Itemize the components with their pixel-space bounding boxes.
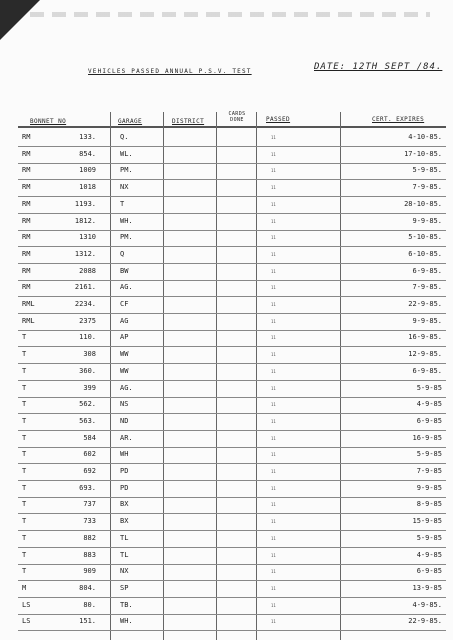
bonnet-prefix: T: [22, 333, 27, 342]
cert-expiry: 4-9-85: [416, 550, 442, 559]
passed-mark: 11: [271, 285, 276, 291]
passed-mark: 11: [271, 502, 276, 508]
bonnet-number: 1312.: [74, 249, 96, 258]
table-row: [0, 414, 453, 431]
bonnet-prefix: RM: [22, 183, 31, 192]
garage-code: Q.: [120, 133, 129, 141]
garage-code: NX: [120, 183, 129, 192]
garage-code: NX: [120, 567, 129, 576]
cert-expiry: 8-9-85: [416, 500, 442, 509]
cert-expiry: 5-9-85: [416, 533, 442, 542]
passed-mark: 11: [271, 402, 276, 408]
garage-code: Q: [120, 249, 125, 258]
bonnet-prefix: T: [22, 450, 27, 459]
table-row: [0, 548, 453, 565]
bonnet-number: 2088: [79, 266, 96, 275]
passed-mark: 11: [271, 569, 276, 575]
passed-mark: 11: [271, 302, 276, 307]
passed-mark: 11: [271, 352, 276, 358]
row-rule: [18, 630, 446, 631]
garage-code: CF: [120, 300, 129, 308]
bonnet-number: 1009: [79, 166, 96, 175]
passed-mark: 11: [271, 318, 276, 324]
header-garage: GARAGE: [118, 118, 143, 125]
cert-expiry: 6-9-85.: [412, 266, 442, 275]
bonnet-prefix: RM: [22, 233, 31, 242]
table-row: [0, 447, 453, 464]
garage-code: TL: [120, 550, 129, 559]
bonnet-number: 883: [83, 550, 96, 559]
cert-expiry: 4-9-85.: [412, 600, 442, 609]
cert-expiry: 16-9-85.: [408, 333, 442, 342]
header-rule: [18, 126, 446, 128]
bonnet-prefix: T: [22, 467, 27, 475]
bonnet-number: 2161.: [74, 283, 96, 292]
garage-code: AP: [120, 333, 129, 342]
passed-mark: 11: [271, 485, 276, 491]
bonnet-number: 399: [83, 383, 96, 392]
bonnet-prefix: RM: [22, 133, 31, 141]
table-row: [0, 214, 453, 231]
bonnet-number: 110.: [79, 333, 96, 342]
table-row: [0, 598, 453, 615]
garage-code: WW: [120, 366, 129, 375]
cert-expiry: 5-9-85: [416, 450, 442, 459]
table-row: [0, 464, 453, 481]
bonnet-prefix: T: [22, 350, 27, 359]
bonnet-number: 692: [83, 467, 96, 475]
cert-expiry: 22-9-85.: [408, 300, 442, 308]
scan-header-residue: [30, 12, 430, 17]
bonnet-number: 804.: [79, 583, 96, 592]
table-row: [0, 130, 453, 147]
bonnet-number: 563.: [79, 416, 96, 425]
garage-code: BX: [120, 517, 129, 526]
bonnet-prefix: T: [22, 483, 27, 492]
bonnet-number: 693.: [79, 483, 96, 492]
passed-mark: 11: [271, 435, 276, 441]
header-cert-expires: CERT. EXPIRES: [372, 116, 425, 123]
cert-expiry: 7-9-85: [416, 467, 442, 475]
table-row: [0, 180, 453, 197]
passed-mark: 11: [271, 619, 276, 625]
bonnet-number: 733: [83, 517, 96, 526]
garage-code: AG: [120, 316, 129, 325]
passed-mark: 11: [271, 368, 276, 374]
cert-expiry: 6-9-85.: [412, 366, 442, 375]
passed-mark: 11: [271, 535, 276, 541]
table-row: [0, 531, 453, 548]
bonnet-prefix: RM: [22, 216, 31, 225]
garage-code: AR.: [120, 433, 133, 442]
cert-expiry: 28-10-85.: [404, 199, 442, 208]
table-row: [0, 481, 453, 498]
bonnet-prefix: RM: [22, 166, 31, 175]
garage-code: WH: [120, 450, 129, 459]
garage-code: WH.: [120, 216, 133, 225]
table-row: [0, 247, 453, 264]
passed-mark: 11: [271, 469, 276, 474]
cert-expiry: 9-9-85.: [412, 316, 442, 325]
table-row: [0, 297, 453, 314]
bonnet-prefix: T: [22, 416, 27, 425]
garage-code: WL.: [120, 149, 133, 158]
table-row: [0, 497, 453, 514]
table-row: [0, 264, 453, 281]
garage-code: TL: [120, 533, 129, 542]
bonnet-prefix: RM: [22, 249, 31, 258]
header-cards-done: CARDS DONE: [228, 111, 246, 123]
bonnet-prefix: RM: [22, 199, 31, 208]
cert-expiry: 16-9-85: [412, 433, 442, 442]
garage-code: WH.: [120, 617, 133, 626]
bonnet-number: 584: [83, 433, 96, 442]
cert-expiry: 13-9-85: [412, 583, 442, 592]
garage-code: BX: [120, 500, 129, 509]
cert-expiry: 6-9-85: [416, 416, 442, 425]
cert-expiry: 22-9-85.: [408, 617, 442, 626]
bonnet-number: 1018: [79, 183, 96, 192]
bonnet-number: 151.: [79, 617, 96, 626]
bonnet-number: 562.: [79, 400, 96, 409]
passed-mark: 11: [271, 335, 276, 341]
table-row: [0, 431, 453, 448]
cert-expiry: 17-10-85.: [404, 149, 442, 158]
table-row: [0, 581, 453, 598]
cert-expiry: 12-9-85.: [408, 350, 442, 359]
cert-expiry: 9-9-85.: [412, 216, 442, 225]
header-district: DISTRICT: [172, 118, 205, 125]
bonnet-prefix: RM: [22, 283, 31, 292]
bonnet-prefix: T: [22, 517, 27, 526]
header-bonnet-no: BONNET NO: [30, 118, 67, 125]
table-row: [0, 197, 453, 214]
document-title: VEHICLES PASSED ANNUAL P.S.V. TEST: [88, 68, 252, 75]
passed-mark: 11: [271, 602, 276, 608]
bonnet-number: 737: [83, 500, 96, 509]
table-row: [0, 314, 453, 331]
garage-code: PM.: [120, 166, 133, 175]
garage-code: T: [120, 199, 125, 208]
bonnet-prefix: T: [22, 567, 27, 576]
passed-mark: 11: [271, 235, 276, 241]
passed-mark: 11: [271, 251, 276, 257]
bonnet-number: 1310: [79, 233, 96, 242]
bonnet-number: 360.: [79, 366, 96, 375]
bonnet-number: 602: [83, 450, 96, 459]
bonnet-number: 909: [83, 567, 96, 576]
bonnet-number: 2234.: [74, 300, 96, 308]
passed-mark: 11: [271, 552, 276, 558]
bonnet-prefix: T: [22, 433, 27, 442]
bonnet-prefix: T: [22, 533, 27, 542]
scan-corner-shadow: [0, 0, 40, 40]
document-date: DATE: 12TH SEPT /84.: [314, 62, 443, 72]
bonnet-prefix: RML: [22, 300, 35, 308]
table-row: [0, 514, 453, 531]
bonnet-prefix: T: [22, 550, 27, 559]
passed-mark: 11: [271, 452, 276, 458]
bonnet-prefix: RM: [22, 149, 31, 158]
cert-expiry: 4-9-85: [416, 400, 442, 409]
bonnet-prefix: RM: [22, 266, 31, 275]
cert-expiry: 9-9-85: [416, 483, 442, 492]
bonnet-number: 1812.: [74, 216, 96, 225]
garage-code: PD: [120, 483, 129, 492]
bonnet-prefix: T: [22, 400, 27, 409]
table-row: [0, 614, 453, 631]
garage-code: NS: [120, 400, 129, 409]
bonnet-prefix: LS: [22, 600, 31, 609]
table-row: [0, 230, 453, 247]
table-row: [0, 364, 453, 381]
bonnet-number: 1193.: [74, 199, 96, 208]
bonnet-number: 2375: [79, 316, 96, 325]
table-row: [0, 564, 453, 581]
passed-mark: 11: [271, 418, 276, 424]
garage-code: BW: [120, 266, 129, 275]
passed-mark: 11: [271, 185, 276, 191]
cert-expiry: 5-10-85.: [408, 233, 442, 242]
cert-expiry: 6-9-85: [416, 567, 442, 576]
passed-mark: 11: [271, 585, 276, 591]
bonnet-number: 308: [83, 350, 96, 359]
passed-mark: 11: [271, 151, 276, 157]
garage-code: TB.: [120, 600, 133, 609]
garage-code: WW: [120, 350, 129, 359]
bonnet-number: 882: [83, 533, 96, 542]
cert-expiry: 6-10-85.: [408, 249, 442, 258]
bonnet-prefix: LS: [22, 617, 31, 626]
cert-expiry: 7-9-85.: [412, 283, 442, 292]
passed-mark: 11: [271, 519, 276, 525]
garage-code: ND: [120, 416, 129, 425]
garage-code: PM.: [120, 233, 133, 242]
passed-mark: 11: [271, 268, 276, 274]
cert-expiry: 5-9-85: [416, 383, 442, 392]
table-row: [0, 280, 453, 297]
passed-mark: 11: [271, 218, 276, 224]
table-row: [0, 347, 453, 364]
passed-mark: 11: [271, 168, 276, 174]
table-row: [0, 330, 453, 347]
garage-code: PD: [120, 467, 129, 475]
cert-expiry: 4-10-85.: [408, 133, 442, 141]
cert-expiry: 7-9-85.: [412, 183, 442, 192]
bonnet-prefix: RML: [22, 316, 35, 325]
table-row: [0, 147, 453, 164]
cert-expiry: 5-9-85.: [412, 166, 442, 175]
table-row: [0, 163, 453, 180]
bonnet-prefix: T: [22, 366, 27, 375]
table-row: [0, 397, 453, 414]
passed-mark: 11: [271, 385, 276, 391]
bonnet-prefix: M: [22, 583, 27, 592]
garage-code: AG.: [120, 283, 133, 292]
passed-mark: 11: [271, 135, 276, 140]
garage-code: SP: [120, 583, 129, 592]
garage-code: AG.: [120, 383, 133, 392]
table-row: [0, 381, 453, 398]
bonnet-number: 854.: [79, 149, 96, 158]
bonnet-number: 133.: [79, 133, 96, 141]
header-passed: PASSED: [266, 116, 291, 123]
passed-mark: 11: [271, 201, 276, 207]
bonnet-prefix: T: [22, 383, 27, 392]
bonnet-prefix: T: [22, 500, 27, 509]
cert-expiry: 15-9-85: [412, 517, 442, 526]
bonnet-number: 80.: [83, 600, 96, 609]
